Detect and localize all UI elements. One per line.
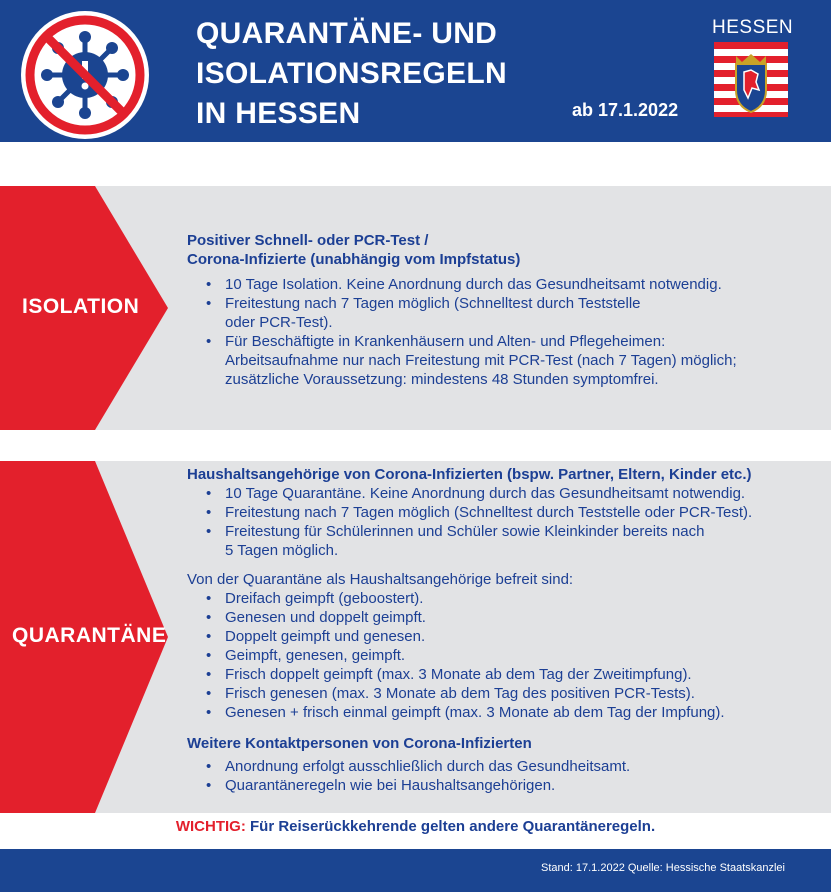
quarantine-section — [0, 461, 831, 813]
state-label: HESSEN — [712, 17, 794, 38]
source-text: Stand: 17.1.2022 Quelle: Hessische Staatskanzlei — [541, 862, 785, 874]
line: oder PCR-Test). — [225, 314, 333, 331]
line: • 10 Tage Isolation. Keine Anordnung durch das Gesundheitsamt notwendig. — [225, 276, 722, 293]
list-item: • Frisch doppelt geimpft (max. 3 Monate ab dem Tag der Zweitimpfung). — [187, 665, 752, 684]
quarantine-label: QUARANTÄNE — [12, 624, 167, 647]
important-note — [0, 818, 831, 835]
list-item — [187, 294, 737, 332]
line: • Freitestung für Schülerinnen und Schüler sowie Kleinkinder bereits nach — [225, 523, 705, 540]
line: • 10 Tage Quarantäne. Keine Anordnung durch das Gesundheitsamt notwendig. — [225, 485, 746, 502]
footer-bar — [0, 849, 831, 892]
line: • Freitestung nach 7 Tagen möglich (Schnelltest durch Teststelle oder PCR-Test). — [225, 504, 753, 521]
no-virus-icon — [18, 8, 153, 143]
hessen-coat-of-arms-icon — [714, 42, 788, 117]
exempt-intro: Von der Quarantäne als Haushaltsangehörige befreit sind: — [187, 571, 574, 588]
list-item — [187, 503, 752, 522]
contacts-heading: Weitere Kontaktpersonen von Corona-Infizierten — [187, 735, 532, 752]
line: • Freitestung nach 7 Tagen möglich (Schnelltest durch Teststelle — [225, 295, 641, 312]
heading-line: Corona-Infizierte (unabhängig vom Impfstatus) — [187, 251, 521, 268]
title-line: QUARANTÄNE- UND — [196, 17, 498, 50]
heading-line: Positiver Schnell- oder PCR-Test / — [187, 232, 429, 249]
valid-from-date: ab 17.1.2022 — [572, 100, 679, 120]
exempt-bullet-list — [187, 589, 752, 722]
list-item: • Geimpft, genesen, geimpft. — [187, 646, 752, 665]
title-line: ISOLATIONSREGELN — [196, 57, 507, 90]
page-title — [196, 14, 507, 134]
contacts-bullet-list — [187, 757, 752, 795]
line: zusätzliche Voraussetzung: mindestens 48 Stunden symptomfrei. — [225, 371, 659, 388]
list-item: • Dreifach geimpft (geboostert). — [187, 589, 752, 608]
household-heading: Haushaltsangehörige von Corona-Infizierten (bspw. Partner, Eltern, Kinder etc.) — [187, 466, 752, 483]
isolation-section — [0, 186, 831, 430]
isolation-content — [187, 231, 737, 389]
important-prefix: WICHTIG: — [175, 818, 246, 835]
list-item — [187, 522, 752, 560]
list-item: • Frisch genesen (max. 3 Monate ab dem Tag des positiven PCR-Tests). — [187, 684, 752, 703]
title-line: IN HESSEN — [196, 97, 361, 130]
header-banner — [0, 0, 831, 142]
important-text: Für Reiserückkehrende gelten andere Quarantäneregeln. — [250, 818, 656, 835]
list-item: • Genesen + frisch einmal geimpft (max. 3 Monate ab dem Tag der Impfung). — [187, 703, 752, 722]
list-item — [187, 484, 752, 503]
quarantine-content — [187, 465, 752, 795]
list-item: • Anordnung erfolgt ausschließlich durch das Gesundheitsamt. — [187, 757, 752, 776]
household-bullet-list — [187, 484, 752, 560]
list-item: • Doppelt geimpft und genesen. — [187, 627, 752, 646]
line: • Für Beschäftigte in Krankenhäusern und Alten- und Pflegeheimen: — [225, 333, 666, 350]
list-item — [187, 332, 737, 389]
isolation-label: ISOLATION — [22, 295, 140, 318]
list-item: • Genesen und doppelt geimpft. — [187, 608, 752, 627]
list-item — [187, 275, 737, 294]
isolation-heading — [187, 231, 737, 269]
line: Arbeitsaufnahme nur nach Freitestung mit PCR-Test (nach 7 Tagen) möglich; — [225, 352, 737, 369]
isolation-bullet-list — [187, 275, 737, 389]
list-item: • Quarantäneregeln wie bei Haushaltsangehörigen. — [187, 776, 752, 795]
line: 5 Tagen möglich. — [225, 542, 339, 559]
